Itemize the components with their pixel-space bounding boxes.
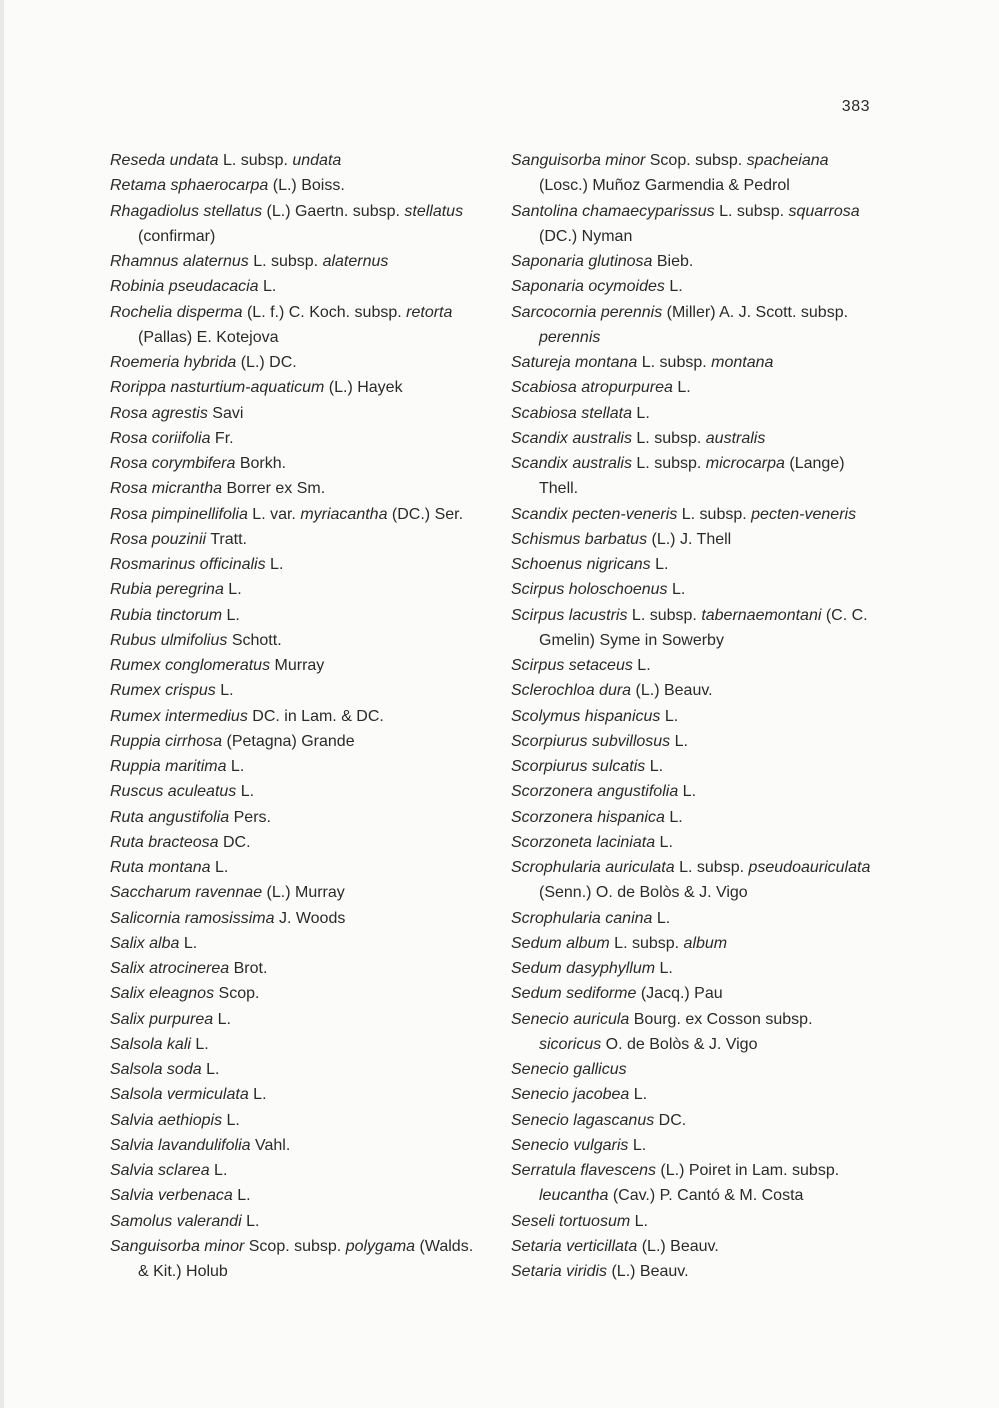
species-author: L.: [629, 1086, 648, 1104]
species-name: Roemeria hybrida: [110, 354, 237, 371]
species-entry: [511, 1209, 876, 1234]
species-name: Salix alba: [110, 934, 180, 952]
species-name: Scandix australis: [511, 429, 632, 447]
species-author: Bourg. ex Cosson subsp.: [629, 1010, 813, 1028]
species-author: L. subsp.: [218, 152, 293, 169]
species-name: Rhagadiolus stellatus: [110, 202, 263, 220]
species-author: (Miller) A. J. Scott. subsp.: [662, 303, 849, 321]
species-entry: [110, 653, 475, 678]
left-column: [110, 148, 475, 1284]
species-entry: [110, 401, 475, 426]
infraspecific-author: (Pallas) E. Kotejova: [138, 328, 279, 346]
infraspecific-name: microcarpa: [705, 455, 785, 472]
species-name: Saponaria glutinosa: [511, 253, 653, 270]
infraspecific-author: (DC.) Ser.: [387, 505, 464, 523]
species-author: L. subsp.: [637, 354, 712, 371]
species-name: Scabiosa atropurpurea: [511, 379, 673, 397]
species-entry: [511, 855, 876, 906]
species-entry: [110, 199, 475, 250]
species-author: L. subsp.: [631, 455, 706, 472]
species-name: Scrophularia auriculata: [511, 859, 675, 876]
right-column: [511, 148, 876, 1284]
species-entry: [110, 1108, 475, 1133]
species-entry: [110, 628, 475, 653]
species-author: (L.) Gaertn. subsp.: [262, 202, 405, 220]
species-entry: [110, 830, 475, 855]
species-entry: [110, 704, 475, 729]
species-entry: [511, 1007, 876, 1058]
species-entry: [511, 451, 876, 502]
species-author: L. subsp.: [674, 859, 749, 876]
infraspecific-author: (Lange) Thell.: [539, 455, 845, 498]
species-author: L.: [190, 1035, 209, 1053]
species-name: Rosa agrestis: [110, 404, 208, 422]
species-author: L.: [210, 859, 229, 876]
species-entry: [511, 754, 876, 779]
species-entry: [110, 1032, 475, 1057]
species-entry: [511, 300, 876, 351]
species-entry: [110, 931, 475, 956]
species-name: Scrophularia canina: [511, 909, 653, 927]
species-author: L.: [631, 404, 650, 422]
species-entry: [110, 274, 475, 299]
species-name: Rubia tinctorum: [110, 606, 223, 624]
species-author: Murray: [270, 657, 325, 674]
species-author: Tratt.: [206, 530, 247, 548]
species-author: L.: [223, 581, 242, 599]
species-author: (L.) Beauv.: [631, 682, 713, 700]
infraspecific-name: pecten-veneris: [751, 505, 857, 523]
species-author: Brot.: [229, 960, 268, 977]
species-author: L.: [213, 1010, 231, 1028]
species-entry: [110, 476, 475, 501]
species-entry: [511, 1057, 876, 1082]
species-entry: [110, 1057, 475, 1082]
species-entry: [110, 880, 475, 905]
page-number: 383: [841, 98, 870, 115]
species-entry: [511, 527, 876, 552]
species-name: Salix eleagnos: [110, 985, 215, 1003]
species-name: Santolina chamaecyparissus: [511, 202, 715, 220]
species-author: Pers.: [229, 808, 271, 826]
species-name: Rosa pimpinellifolia: [110, 505, 248, 523]
species-author: L. subsp.: [677, 505, 752, 523]
infraspecific-author: (Cav.) P. Cantó & M. Costa: [608, 1187, 804, 1205]
species-author: L.: [670, 732, 688, 750]
species-entry: [511, 552, 876, 577]
species-author: (L.) Hayek: [324, 379, 403, 397]
species-entry: [110, 1183, 475, 1208]
page-edge-shadow: [0, 0, 4, 1408]
species-name: Serratula flavescens: [511, 1162, 656, 1179]
species-author: (L. f.) C. Koch. subsp.: [242, 303, 407, 321]
species-author: L. subsp.: [609, 934, 684, 952]
infraspecific-author: (DC.) Nyman: [539, 227, 633, 245]
species-entry: [511, 956, 876, 981]
species-author: Scop. subsp.: [244, 1237, 346, 1255]
species-author: (L.) Murray: [262, 884, 345, 902]
species-author: L.: [667, 581, 686, 599]
species-author: L.: [678, 783, 697, 801]
species-author: L.: [664, 808, 683, 826]
species-author: L.: [215, 682, 234, 700]
species-entry: [511, 906, 876, 931]
infraspecific-name: polygama: [345, 1237, 416, 1255]
species-author: DC.: [218, 833, 251, 851]
infraspecific-name: leucantha: [539, 1187, 609, 1205]
species-author: L.: [179, 934, 198, 952]
species-entry: [511, 704, 876, 729]
species-entry: [511, 931, 876, 956]
species-entry: [511, 401, 876, 426]
species-name: Salix purpurea: [110, 1010, 214, 1028]
species-author: L. subsp.: [248, 253, 323, 270]
species-author: L.: [650, 556, 669, 573]
species-author: Savi: [207, 404, 244, 422]
species-entry: [110, 805, 475, 830]
species-name: Scandix australis: [511, 455, 632, 472]
species-entry: [511, 779, 876, 804]
species-entry: [110, 1158, 475, 1183]
species-author: (L.) Beauv.: [607, 1263, 689, 1280]
species-entry: [110, 577, 475, 602]
species-name: Scorzoneta laciniata: [511, 833, 656, 851]
species-author: (L.) J. Thell: [647, 530, 732, 548]
species-author: L. subsp.: [627, 606, 702, 624]
infraspecific-author: (C. C. Gmelin) Syme in Sowerby: [539, 606, 868, 649]
infraspecific-name: album: [683, 934, 728, 952]
species-entry: [110, 1007, 475, 1032]
species-entry: [110, 148, 475, 173]
species-author: L.: [628, 1136, 647, 1154]
species-name: Salsola soda: [110, 1061, 202, 1078]
species-name: Senecio jacobea: [511, 1086, 630, 1104]
infraspecific-name: squarrosa: [788, 202, 860, 220]
species-author: L.: [265, 556, 284, 573]
species-name: Rumex conglomeratus: [110, 657, 271, 674]
species-entry: [511, 148, 876, 199]
infraspecific-name: stellatus: [404, 202, 464, 220]
species-author: (L.) Beauv.: [637, 1237, 719, 1255]
species-author: Bieb.: [652, 253, 694, 270]
species-entry: [511, 603, 876, 654]
species-name: Scorzonera angustifolia: [511, 783, 679, 801]
species-name: Sedum sediforme: [511, 985, 637, 1003]
species-author: L.: [209, 1162, 228, 1179]
species-author: L.: [652, 909, 671, 927]
species-name: Reseda undata: [110, 152, 219, 169]
species-author: L.: [632, 657, 651, 674]
species-entry: [110, 1234, 475, 1285]
species-name: Scirpus holoschoenus: [511, 581, 668, 599]
species-entry: [110, 300, 475, 351]
species-name: Sedum dasyphyllum: [511, 960, 656, 977]
species-entry: [110, 906, 475, 931]
species-name: Salvia lavandulifolia: [110, 1136, 251, 1154]
species-entry: [511, 274, 876, 299]
species-name: Sanguisorba minor: [511, 152, 646, 169]
species-name: Setaria verticillata: [511, 1237, 638, 1255]
species-name: Saccharum ravennae: [110, 884, 263, 902]
species-entry: [110, 451, 475, 476]
species-entry: [511, 805, 876, 830]
species-entry: [110, 779, 475, 804]
infraspecific-author: O. de Bolòs & J. Vigo: [601, 1035, 758, 1053]
species-name: Scorzonera hispanica: [511, 808, 665, 826]
species-entry: [511, 1082, 876, 1107]
infraspecific-name: perennis: [539, 328, 601, 346]
species-author: L.: [258, 278, 277, 296]
species-entry: [511, 1108, 876, 1133]
infraspecific-name: undata: [292, 152, 342, 169]
species-entry: [110, 375, 475, 400]
species-name: Seseli tortuosum: [511, 1212, 631, 1230]
species-entry: [110, 1082, 475, 1107]
species-entry: [511, 1259, 876, 1284]
species-entry: [511, 830, 876, 855]
species-name: Scirpus setaceus: [511, 657, 633, 674]
species-name: Sarcocornia perennis: [511, 303, 663, 321]
species-name: Rosa micrantha: [110, 480, 223, 498]
species-author: Vahl.: [250, 1136, 291, 1154]
species-name: Rosa corymbifera: [110, 455, 236, 472]
species-name: Senecio lagascanus: [511, 1111, 655, 1129]
species-author: Borrer ex Sm.: [222, 480, 326, 498]
infraspecific-name: alaternus: [322, 253, 389, 270]
infraspecific-name: montana: [711, 354, 774, 371]
species-entry: [110, 350, 475, 375]
species-entry: [110, 249, 475, 274]
species-name: Sanguisorba minor: [110, 1237, 245, 1255]
species-author: L.: [232, 1187, 251, 1205]
species-name: Ruppia cirrhosa: [110, 732, 223, 750]
species-name: Rochelia disperma: [110, 303, 243, 321]
species-name: Ruta bracteosa: [110, 833, 219, 851]
species-entry: [110, 1133, 475, 1158]
infraspecific-author: (Losc.) Muñoz Garmendia & Pedrol: [539, 177, 790, 195]
species-name: Sclerochloa dura: [511, 682, 632, 700]
species-author: Schott.: [227, 631, 282, 649]
species-entry: [511, 678, 876, 703]
species-name: Scorpiurus sulcatis: [511, 758, 646, 775]
species-name: Ruppia maritima: [110, 758, 227, 775]
species-author: DC. in Lam. & DC.: [247, 707, 384, 725]
species-author: DC.: [654, 1111, 687, 1129]
infraspecific-name: tabernaemontani: [701, 606, 822, 624]
species-name: Salicornia ramosissima: [110, 909, 275, 927]
species-author: L.: [248, 1086, 267, 1104]
species-entry: [110, 426, 475, 451]
species-name: Salvia aethiopis: [110, 1111, 223, 1129]
species-author: Borkh.: [235, 455, 287, 472]
species-author: L.: [645, 758, 664, 775]
infraspecific-name: pseudoauriculata: [748, 859, 871, 876]
species-name: Rosa coriifolia: [110, 429, 211, 447]
species-author: L.: [201, 1061, 220, 1078]
species-name: Scabiosa stellata: [511, 404, 632, 422]
species-author: L.: [655, 833, 673, 851]
species-name: Rubus ulmifolius: [110, 631, 228, 649]
species-name: Setaria viridis: [511, 1263, 608, 1280]
species-name: Scorpiurus subvillosus: [511, 732, 671, 750]
species-name: Satureja montana: [511, 354, 638, 371]
infraspecific-name: retorta: [406, 303, 453, 321]
species-author: L.: [222, 606, 240, 624]
species-author: Fr.: [210, 429, 234, 447]
infraspecific-name: sicoricus: [539, 1035, 602, 1053]
species-name: Samolus valerandi: [110, 1212, 242, 1230]
species-author: L.: [672, 379, 691, 397]
species-name: Sedum album: [511, 934, 610, 952]
species-entry: [110, 603, 475, 628]
species-author: L.: [655, 960, 673, 977]
species-author: L.: [226, 758, 245, 775]
species-name: Saponaria ocymoides: [511, 278, 665, 296]
species-author: (L.) Poiret in Lam. subsp.: [655, 1162, 840, 1179]
species-name: Salix atrocinerea: [110, 960, 230, 977]
species-entry: [110, 855, 475, 880]
species-entry: [511, 502, 876, 527]
species-entry: [110, 754, 475, 779]
species-name: Rosmarinus officinalis: [110, 556, 266, 573]
species-entry: [511, 981, 876, 1006]
species-name: Ruscus aculeatus: [110, 783, 237, 801]
species-name: Rubia peregrina: [110, 581, 224, 599]
species-entry: [511, 1234, 876, 1259]
species-name: Robinia pseudacacia: [110, 278, 259, 296]
species-entry: [110, 678, 475, 703]
infraspecific-author: (confirmar): [138, 227, 216, 245]
species-entry: [511, 249, 876, 274]
species-entry: [110, 552, 475, 577]
infraspecific-name: australis: [705, 429, 766, 447]
species-name: Rhamnus alaternus: [110, 253, 249, 270]
species-author: L.: [241, 1212, 260, 1230]
species-entry: [511, 1158, 876, 1209]
species-author: (L.) DC.: [236, 354, 297, 371]
species-name: Senecio gallicus: [511, 1061, 627, 1078]
species-name: Rosa pouzinii: [110, 530, 207, 548]
species-name: Scirpus lacustris: [511, 606, 628, 624]
species-entry: [110, 956, 475, 981]
species-entry: [511, 426, 876, 451]
species-name: Salsola kali: [110, 1035, 191, 1053]
species-author: J. Woods: [274, 909, 346, 927]
species-name: Salvia sclarea: [110, 1162, 210, 1179]
species-author: (L.) Boiss.: [268, 177, 345, 195]
species-name: Rorippa nasturtium-aquaticum: [110, 379, 325, 397]
species-name: Ruta angustifolia: [110, 808, 230, 826]
species-author: L. subsp.: [631, 429, 706, 447]
species-author: L.: [222, 1111, 240, 1129]
species-entry: [511, 375, 876, 400]
species-author: (Petagna) Grande: [222, 732, 355, 750]
species-name: Rumex crispus: [110, 682, 216, 700]
species-entry: [511, 577, 876, 602]
species-author: L.: [236, 783, 255, 801]
species-author: L.: [630, 1212, 648, 1230]
species-name: Salsola vermiculata: [110, 1086, 249, 1104]
species-author: L. var.: [247, 505, 301, 523]
species-entry: [511, 1133, 876, 1158]
species-entry: [511, 653, 876, 678]
species-author: L.: [664, 278, 683, 296]
species-author: L.: [660, 707, 679, 725]
species-name: Senecio vulgaris: [511, 1136, 629, 1154]
infraspecific-author: (Walds. & Kit.) Holub: [138, 1237, 474, 1280]
infraspecific-author: (Senn.) O. de Bolòs & J. Vigo: [539, 884, 748, 902]
species-name: Ruta montana: [110, 859, 211, 876]
species-name: Schoenus nigricans: [511, 556, 651, 573]
species-entry: [110, 527, 475, 552]
infraspecific-name: spacheiana: [746, 152, 829, 169]
species-name: Retama sphaerocarpa: [110, 177, 269, 195]
species-entry: [110, 502, 475, 527]
species-entry: [110, 981, 475, 1006]
species-entry: [110, 729, 475, 754]
infraspecific-name: myriacantha: [300, 505, 388, 523]
species-name: Rumex intermedius: [110, 707, 248, 725]
species-entry: [511, 350, 876, 375]
species-name: Scandix pecten-veneris: [511, 505, 678, 523]
species-name: Salvia verbenaca: [110, 1187, 233, 1205]
species-name: Schismus barbatus: [511, 530, 648, 548]
species-name: Senecio auricula: [511, 1010, 630, 1028]
species-author: L. subsp.: [714, 202, 789, 220]
species-author: (Jacq.) Pau: [636, 985, 723, 1003]
species-entry: [110, 173, 475, 198]
species-name: Scolymus hispanicus: [511, 707, 661, 725]
species-entry: [511, 199, 876, 250]
species-entry: [511, 729, 876, 754]
species-author: Scop.: [214, 985, 260, 1003]
species-entry: [110, 1209, 475, 1234]
species-author: Scop. subsp.: [645, 152, 747, 169]
